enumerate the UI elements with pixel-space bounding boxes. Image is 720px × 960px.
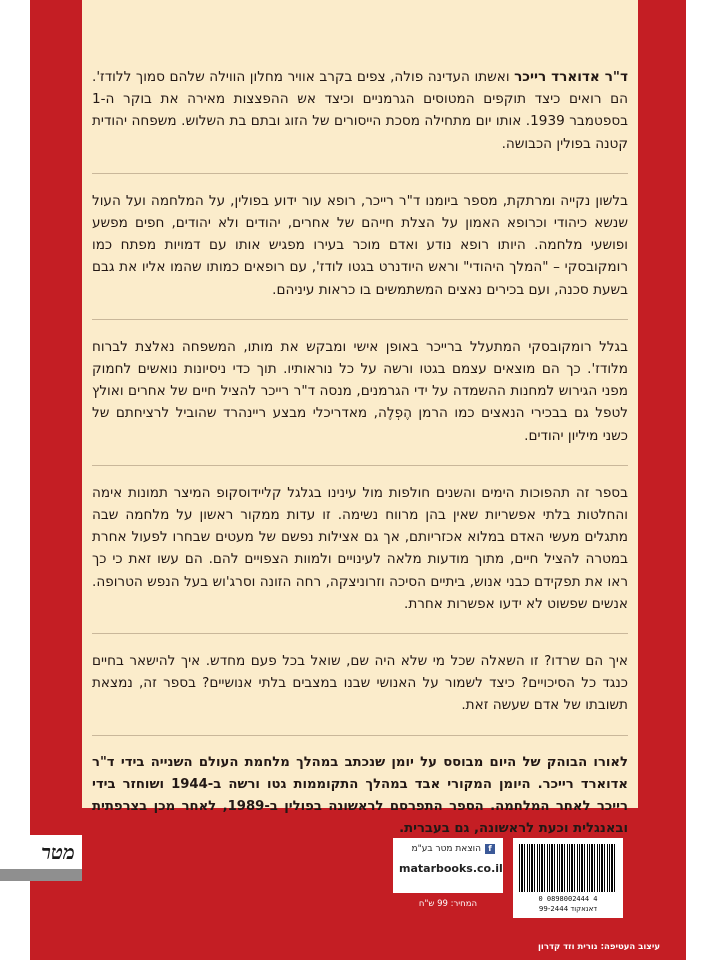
divider <box>92 465 628 466</box>
blurb-paragraph-3: בגלל רומקובסקי המתעלל ברייכר באופן אישי ומבקש את מותו, המשפחה נאלצת לברוח מלודז'. כך הם מוצאים עצמם בגטו ורשה על כל נוראותיו. תוך כדי ניסיונות נואשים לחמוק מפני הגירוש למחנות ההשמדה על ידי הגרמנים, מנסה ד"ר רייכר להציל חיים של אחרים ואולץ לטפל גם בבכירי הנאצים כמו הרמן הֶפְלֶה, מאדריכלי מבצע ריינהרד שהוביל לרציחתם של כשני מיליון יהודים. <box>92 338 628 444</box>
divider <box>92 319 628 320</box>
publisher-info <box>393 838 503 893</box>
publisher-logo-stripe <box>0 869 82 881</box>
catalog-number: דאנאקוד 99-2444 <box>538 905 598 913</box>
blurb-paragraph-6: לאורו הבוהק של היום מבוסס על יומן שנכתב במהלך מלחמת העולם השנייה בידי ד"ר אדוארד רייכר. היומן המקורי אבד במהלך התקוממות גטו ורשה ב-1944 ושוחזר בידי רייכר לאחר המלחמה. הספר התפרסם לראשונה בפולין ב-1989, לאחר מכן בצרפתית ובאנגלית וכעת לראשונה, גם בעברית. <box>92 754 628 837</box>
isbn-number: 0 0898002444 4 <box>538 895 598 903</box>
divider <box>92 735 628 736</box>
blurb-paragraph-4: בספר זה תהפוכות הימים והשנים חולפות מול עינינו בגלגל קליידוסקופ המיצר תמונות אימה והחלטות בלתי אפשריות שאין בהן מרווח נשימה. זו עדות ממקור ראשון על מלחמה שבה מתגלים מעשי האדם במלוא אכזריותם, אך גם אצילות נפשם של מעטים שבחרו לפעול אחרת במטרה להציל חיים, מתוך מודעות מלאה לעינויים ולמוות הצפויים להם. הם עשו זאת כי כך ראו את תפקידם כבני אנוש, ביתיים הסיכה וזרוניצקה, רחה הזונה וסרג'וש בעל הנפש הטרופה. אנשים שפשוט לא ידעו אפשרות אחרת. <box>92 484 628 612</box>
publisher-logo: מטר <box>41 840 75 864</box>
publisher-url: matarbooks.co.il <box>399 862 503 875</box>
price-label: המחיר: 99 ש"ח <box>418 899 478 909</box>
cover-design-credit: עיצוב העטיפה: נורית וזד קדרון <box>538 942 660 952</box>
lead-book-title: לאורו הבוהק של היום <box>489 754 628 770</box>
barcode <box>513 838 623 918</box>
facebook-icon: f <box>485 844 495 854</box>
divider <box>92 633 628 634</box>
divider <box>92 173 628 174</box>
blurb-paragraph-5: איך הם שרדו? זו השאלה שכל מי שלא היה שם, שואל בכל פעם מחדש. איך להישאר בחיים כנגד כל הסיכויים? כיצד לשמור על האנושי שבנו במצבים בלתי אנושיים? בספר זה, נמצאת תשובתו של אדם שעשה זאת. <box>92 653 628 714</box>
lead-author-name: ד"ר אדוארד רייכר <box>514 69 628 85</box>
blurb-paragraph-2: בלשון נקייה ומרתקת, מספר ביומנו ד"ר רייכר, רופא עור ידוע בפולין, על המלחמה ועל העול שנשא כיהודי וכרופא האמון על הצלת חייהם של אחרים, יהודים ולא יהודים, חפים מפשע ופושעי מלחמה. היותו רופא נודע ואדם מוכר בעירו מפגיש אותו עם דמויות מפתח כמו רומקובסקי – "המלך היהודי" וראש היודנרט בגטו לודז', עם רופאים כמותו שהמו אליו את גבם בשעת סכנה, ועם בכירים נאצים המשתמשים בו כראות עיניהם. <box>92 192 628 298</box>
publisher-name: הוצאת מטר בע"מ <box>411 844 481 854</box>
barcode-bars <box>519 844 617 892</box>
blurb-panel <box>82 0 638 837</box>
blurb-paragraph-1: ד"ר אדוארד רייכר ואשתו העדינה פולה, צפים בקרב אוויר מחלון הווילה שלהם סמוך ללודז'. הם רואים כיצד תוקפים המטוסים הגרמניים וכיצד אש ההפצצות מאירה את בוקר ה-1 בספטמבר 1939. אותו יום מתחילה מסכת הייסורים של הזוג ובתם בת השלוש. משפחה יהודית קטנה בפולין הכבושה. <box>92 69 628 152</box>
